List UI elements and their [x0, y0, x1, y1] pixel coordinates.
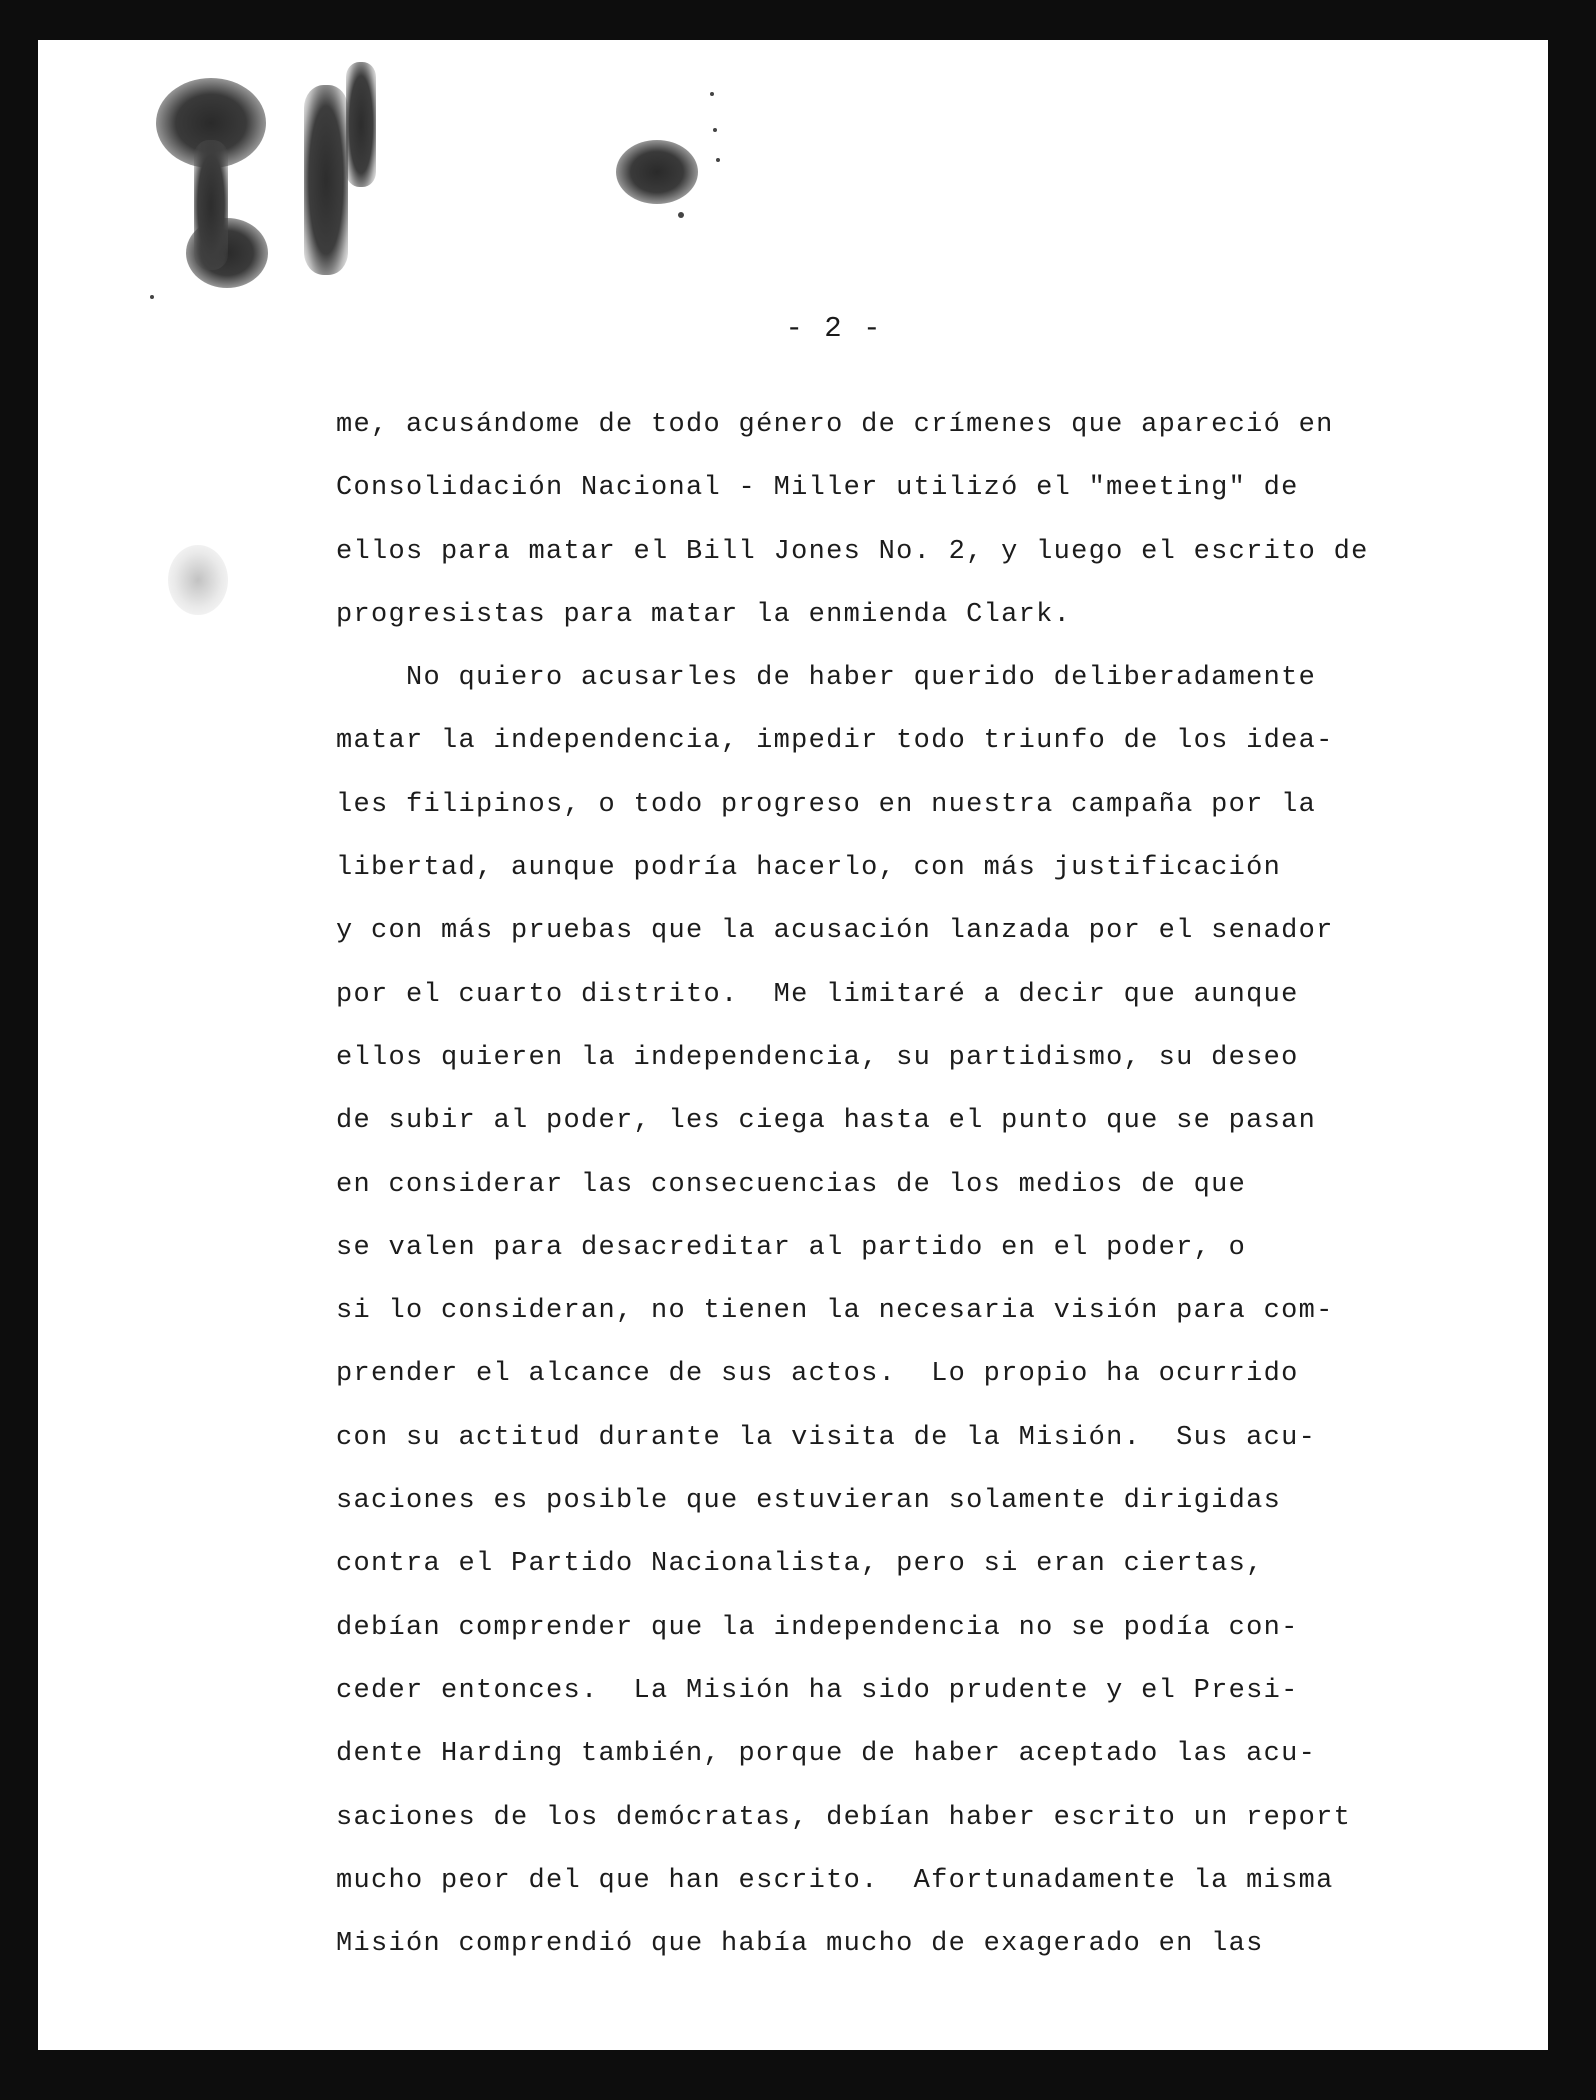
text-line: ceder entonces. La Misión ha sido prudente y el Presi-: [336, 1675, 1299, 1706]
text-line: por el cuarto distrito. Me limitaré a decir que aunque: [336, 979, 1299, 1010]
text-line: Consolidación Nacional - Miller utilizó el "meeting" de: [336, 473, 1299, 504]
text-line: progresistas para matar la enmienda Clark.: [336, 599, 1072, 630]
text-line: contra el Partido Nacionalista, pero si eran ciertas,: [336, 1549, 1264, 1580]
ink-speck: [713, 128, 717, 132]
paper-sheet: [38, 40, 1548, 2050]
text-line: les filipinos, o todo progreso en nuestra campaña por la: [336, 789, 1317, 820]
typed-letter-body: [336, 394, 1466, 1976]
ink-speck: [716, 158, 720, 162]
text-line: se valen para desacreditar al partido en el poder, o: [336, 1232, 1247, 1263]
ink-blot: [616, 140, 698, 204]
text-line: ellos para matar el Bill Jones No. 2, y luego el escrito de: [336, 536, 1369, 567]
text-line: de subir al poder, les ciega hasta el punto que se pasan: [336, 1106, 1317, 1137]
text-line: No quiero acusarles de haber querido deliberadamente: [336, 663, 1317, 694]
text-line: dente Harding también, porque de haber aceptado las acu-: [336, 1739, 1317, 1770]
text-line: saciones es posible que estuvieran solamente dirigidas: [336, 1486, 1282, 1517]
text-line: matar la independencia, impedir todo triunfo de los idea-: [336, 726, 1334, 757]
text-line: mucho peor del que han escrito. Afortunadamente la misma: [336, 1865, 1334, 1896]
text-line: ellos quieren la independencia, su partidismo, su deseo: [336, 1042, 1299, 1073]
text-line: y con más pruebas que la acusación lanzada por el senador: [336, 916, 1334, 947]
ink-speck: [150, 295, 154, 299]
gray-smudge: [168, 545, 228, 615]
text-line: debían comprender que la independencia no se podía con-: [336, 1612, 1299, 1643]
page-number: - 2 -: [785, 312, 883, 345]
ink-streak: [194, 140, 228, 270]
text-line: con su actitud durante la visita de la Misión. Sus acu-: [336, 1422, 1317, 1453]
text-line: en considerar las consecuencias de los medios de que: [336, 1169, 1247, 1200]
text-line: me, acusándome de todo género de crímenes que apareció en: [336, 410, 1334, 440]
ink-streak: [346, 62, 376, 187]
text-line: Misión comprendió que había mucho de exagerado en las: [336, 1929, 1264, 1960]
text-line: saciones de los demócratas, debían haber escrito un report: [336, 1802, 1352, 1833]
ink-speck: [678, 212, 684, 218]
text-line: prender el alcance de sus actos. Lo propio ha ocurrido: [336, 1359, 1299, 1390]
ink-streak: [304, 85, 348, 275]
text-line: si lo consideran, no tienen la necesaria visión para com-: [336, 1296, 1334, 1327]
ink-speck: [710, 92, 714, 96]
text-line: libertad, aunque podría hacerlo, con más justificación: [336, 853, 1282, 884]
